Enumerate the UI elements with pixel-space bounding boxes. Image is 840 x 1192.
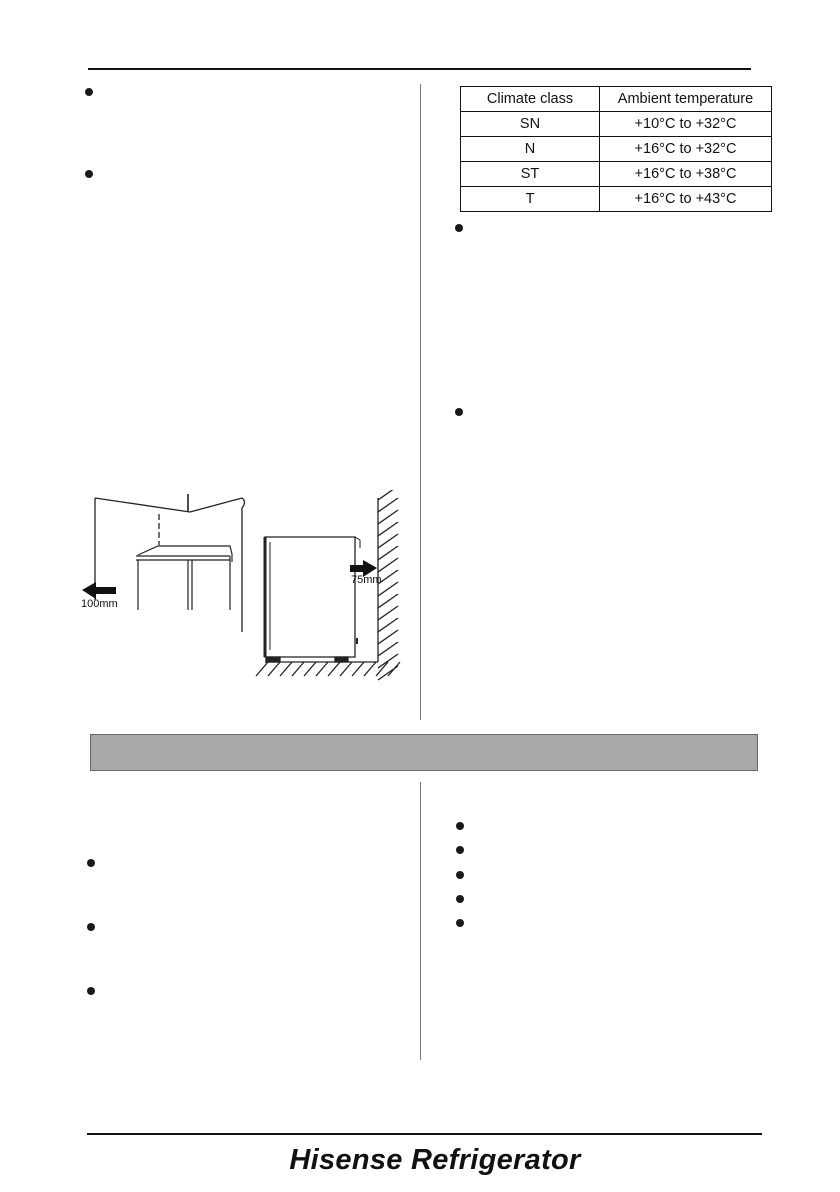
fridge-front-view (136, 546, 232, 610)
bullet-marker (455, 224, 463, 232)
climate-class-cell: N (461, 137, 600, 162)
column-divider-top (420, 84, 421, 720)
recess-outline (95, 494, 245, 632)
fridge-side-view (265, 537, 360, 662)
bullet-marker (85, 170, 93, 178)
bullet-marker (456, 846, 464, 854)
bullet-marker (455, 408, 463, 416)
bullet-marker (456, 822, 464, 830)
climate-class-cell: SN (461, 112, 600, 137)
bullet-marker (456, 919, 464, 927)
temperature-cell: +16°C to +32°C (600, 137, 772, 162)
bullet-marker (87, 987, 95, 995)
table-row (461, 187, 772, 212)
climate-class-cell: ST (461, 162, 600, 187)
climate-class-table (460, 86, 772, 212)
footer-brand-text (0, 1144, 840, 1177)
arrow-left-icon (82, 582, 116, 599)
brand-label: Hisense Refrigerator (289, 1144, 581, 1176)
table-row (461, 137, 772, 162)
clearance-label-side: 100mm (81, 598, 118, 610)
column-divider-bottom (420, 782, 421, 1060)
clearance-label-rear: 75mm (351, 574, 382, 586)
bullet-marker (456, 871, 464, 879)
temperature-cell: +16°C to +38°C (600, 162, 772, 187)
header-rule (88, 68, 751, 70)
bullet-marker (87, 923, 95, 931)
column-header: Ambient temperature (600, 87, 772, 112)
column-header: Climate class (461, 87, 600, 112)
installation-clearance-figure (80, 490, 410, 700)
temperature-cell: +10°C to +32°C (600, 112, 772, 137)
table-row (461, 162, 772, 187)
bullet-marker (456, 895, 464, 903)
table-header-row (461, 87, 772, 112)
bullet-marker (85, 88, 93, 96)
bullet-marker (87, 859, 95, 867)
table-row (461, 112, 772, 137)
section-header-bar (90, 734, 758, 771)
climate-class-cell: T (461, 187, 600, 212)
footer-rule (87, 1133, 762, 1135)
temperature-cell: +16°C to +43°C (600, 187, 772, 212)
